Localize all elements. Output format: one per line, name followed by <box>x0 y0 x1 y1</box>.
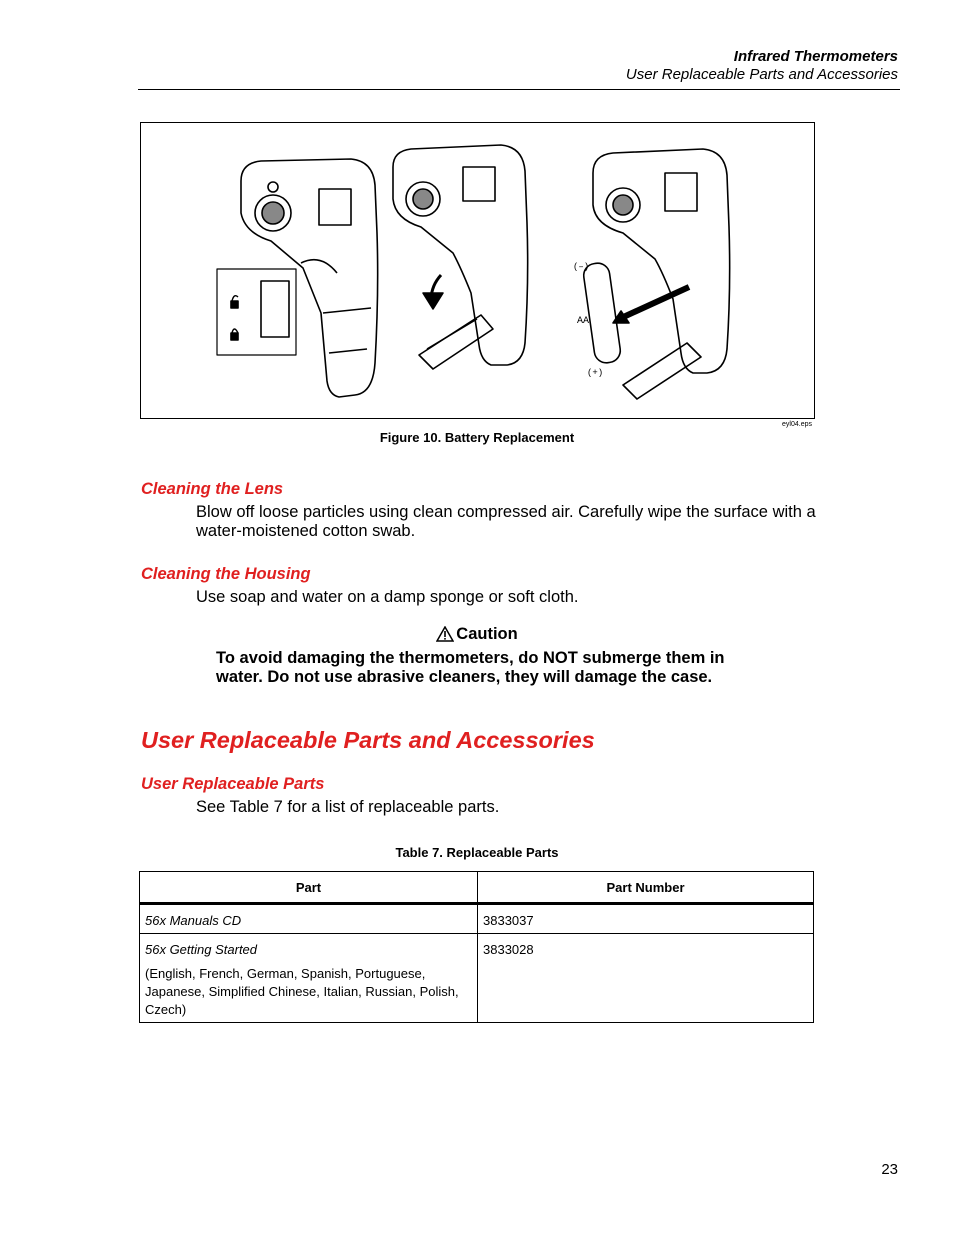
part-name: 56x Manuals CD <box>145 913 242 928</box>
caution-title <box>140 625 814 644</box>
battery-illustration <box>141 123 814 418</box>
replaceable-parts-heading: User Replaceable Parts <box>141 775 325 793</box>
caution-label: Caution <box>456 625 518 643</box>
table-row <box>140 934 814 1023</box>
part-cell <box>140 934 478 1023</box>
replaceable-parts-table <box>139 871 814 1023</box>
warning-triangle-icon <box>436 626 454 642</box>
cleaning-housing-text: Use soap and water on a damp sponge or soft cloth. <box>196 588 579 606</box>
thermometer-battery-drawing <box>582 149 729 399</box>
header-rule <box>138 89 900 90</box>
table-caption: Table 7. Replaceable Parts <box>395 845 559 860</box>
replaceable-parts-text: See Table 7 for a list of replaceable parts. <box>196 798 500 816</box>
lock-inset <box>217 269 296 355</box>
battery-minus-label: (–) <box>573 262 590 272</box>
battery-aa-label: AA <box>577 316 590 327</box>
part-name: 56x Getting Started <box>145 942 258 957</box>
battery-plus-label: (+) <box>587 368 604 378</box>
column-header-part-number: Part Number <box>478 872 814 904</box>
figure-file-label: eyl04.eps <box>782 421 812 428</box>
part-number-cell: 3833037 <box>478 904 814 934</box>
table-row <box>140 904 814 934</box>
part-note: (English, French, German, Spanish, Portuguese, Japanese, Simplified Chinese, Italian, Russian, Polish, Czech) <box>145 966 459 1017</box>
cleaning-lens-heading: Cleaning the Lens <box>141 480 284 498</box>
cleaning-housing-heading: Cleaning the Housing <box>141 565 311 583</box>
section-heading: User Replaceable Parts and Accessories <box>141 727 595 753</box>
part-number-cell: 3833028 <box>478 934 814 1023</box>
caution-text: To avoid damaging the thermometers, do NOT submerge them in water. Do not use abrasive cleaners, they will damage the case. <box>216 649 725 686</box>
thermometer-closed-drawing <box>241 159 378 397</box>
figure-caption: Figure 10. Battery Replacement <box>379 430 575 445</box>
column-header-part: Part <box>140 872 478 904</box>
header-title: Infrared Thermometers <box>733 48 898 65</box>
header-subtitle: User Replaceable Parts and Accessories <box>625 66 898 83</box>
thermometer-open-drawing <box>393 145 528 369</box>
table-header-row <box>140 872 814 904</box>
part-cell <box>140 904 478 934</box>
cleaning-lens-text: Blow off loose particles using clean compressed air. Carefully wipe the surface with a water-moistened cotton swab. <box>196 503 816 540</box>
page-number: 23 <box>881 1161 898 1178</box>
battery-replacement-figure <box>140 122 815 419</box>
